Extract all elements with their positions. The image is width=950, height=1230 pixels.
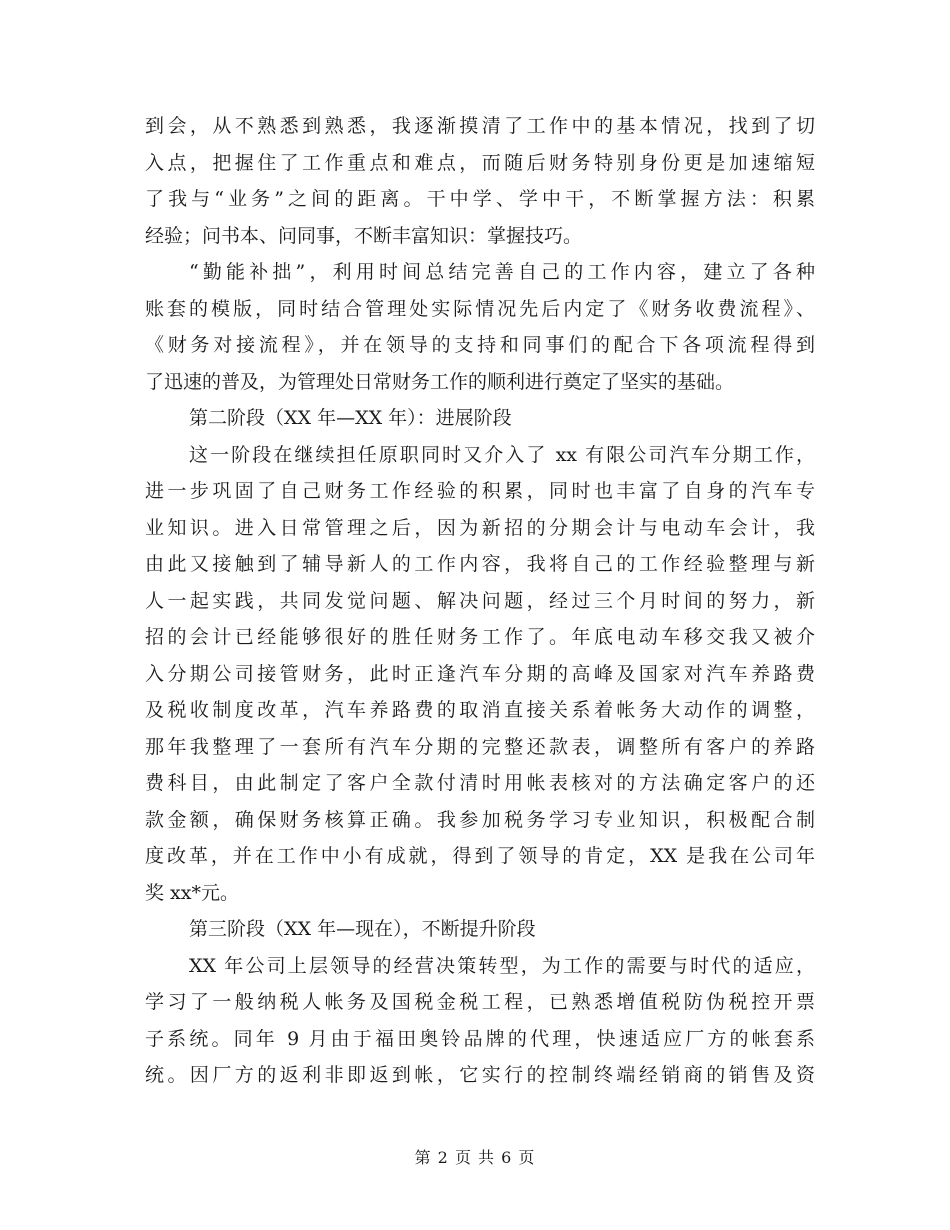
text-line: 款金额，确保财务核算正确。我参加税务学习专业知识，积极配合制 — [145, 808, 815, 831]
text-line: “勤能补拙”，利用时间总结完善自己的工作内容，建立了各种 — [189, 261, 815, 283]
text-line: 招的会计已经能够很好的胜任财务工作了。年底电动车移交我又被介 — [145, 626, 815, 648]
text-line: 费科目，由此制定了客户全款付清时用帐表核对的方法确定客户的还 — [145, 772, 815, 794]
text-line: 奖 xx*元。 — [145, 881, 239, 904]
text-line: 及税收制度改革，汽车养路费的取消直接关系着帐务大动作的调整， — [145, 699, 815, 721]
text-line: 业知识。进入日常管理之后，因为新招的分期会计与电动车会计，我 — [145, 516, 815, 539]
text-line: 到会，从不熟悉到熟悉，我逐渐摸清了工作中的基本情况，找到了切 — [145, 115, 815, 137]
text-line: 由此又接触到了辅导新人的工作内容，我将自己的工作经验整理与新 — [145, 553, 815, 575]
text-line: 了我与“业务”之间的距离。干中学、学中干，不断掌握方法：积累 — [145, 188, 815, 210]
text-line: 那年我整理了一套所有汽车分期的完整还款表，调整所有客户的养路 — [145, 735, 815, 758]
text-line: 这一阶段在继续担任原职同时又介入了 xx 有限公司汽车分期工作， — [189, 443, 815, 466]
text-line: 人一起实践，共同发觉问题、解决问题，经过三个月时间的努力，新 — [145, 589, 815, 612]
text-line: 学习了一般纳税人帐务及国税金税工程，已熟悉增值税防伪税控开票 — [145, 991, 815, 1013]
text-line: 入分期公司接管财务，此时正逢汽车分期的高峰及国家对汽车养路费 — [145, 662, 815, 685]
text-line: 进一步巩固了自己财务工作经验的积累，同时也丰富了自身的汽车专 — [145, 480, 815, 502]
text-line: 统。因厂方的返利非即返到帐，它实行的控制终端经销商的销售及资 — [145, 1064, 815, 1086]
section-heading: 第二阶段（XX 年—XX 年）：进展阶段 — [189, 407, 512, 429]
text-line: 账套的模版，同时结合管理处实际情况先后内定了《财务收费流程》、 — [145, 297, 815, 320]
text-line: 《财务对接流程》，并在领导的支持和同事们的配合下各项流程得到 — [145, 334, 815, 356]
text-line: 子系统。同年 9 月由于福田奥铃品牌的代理，快速适应厂方的帐套系 — [145, 1027, 815, 1050]
page-number-footer: 第 2 页 共 6 页 — [414, 1148, 536, 1167]
section-heading: 第三阶段（XX 年—现在），不断提升阶段 — [189, 918, 536, 940]
text-line: XX 年公司上层领导的经营决策转型，为工作的需要与时代的适应， — [189, 954, 815, 977]
document-body — [145, 108, 815, 1094]
text-line: 经验；问书本、问同事，不断丰富知识：掌握技巧。 — [145, 224, 583, 247]
text-line: 入点，把握住了工作重点和难点，而随后财务特别身份更是加速缩短 — [145, 151, 815, 174]
text-line: 度改革，并在工作中小有成就，得到了领导的肯定，XX 是我在公司年 — [145, 845, 815, 867]
text-line: 了迅速的普及，为管理处日常财务工作的顺利进行奠定了坚实的基础。 — [145, 370, 735, 393]
